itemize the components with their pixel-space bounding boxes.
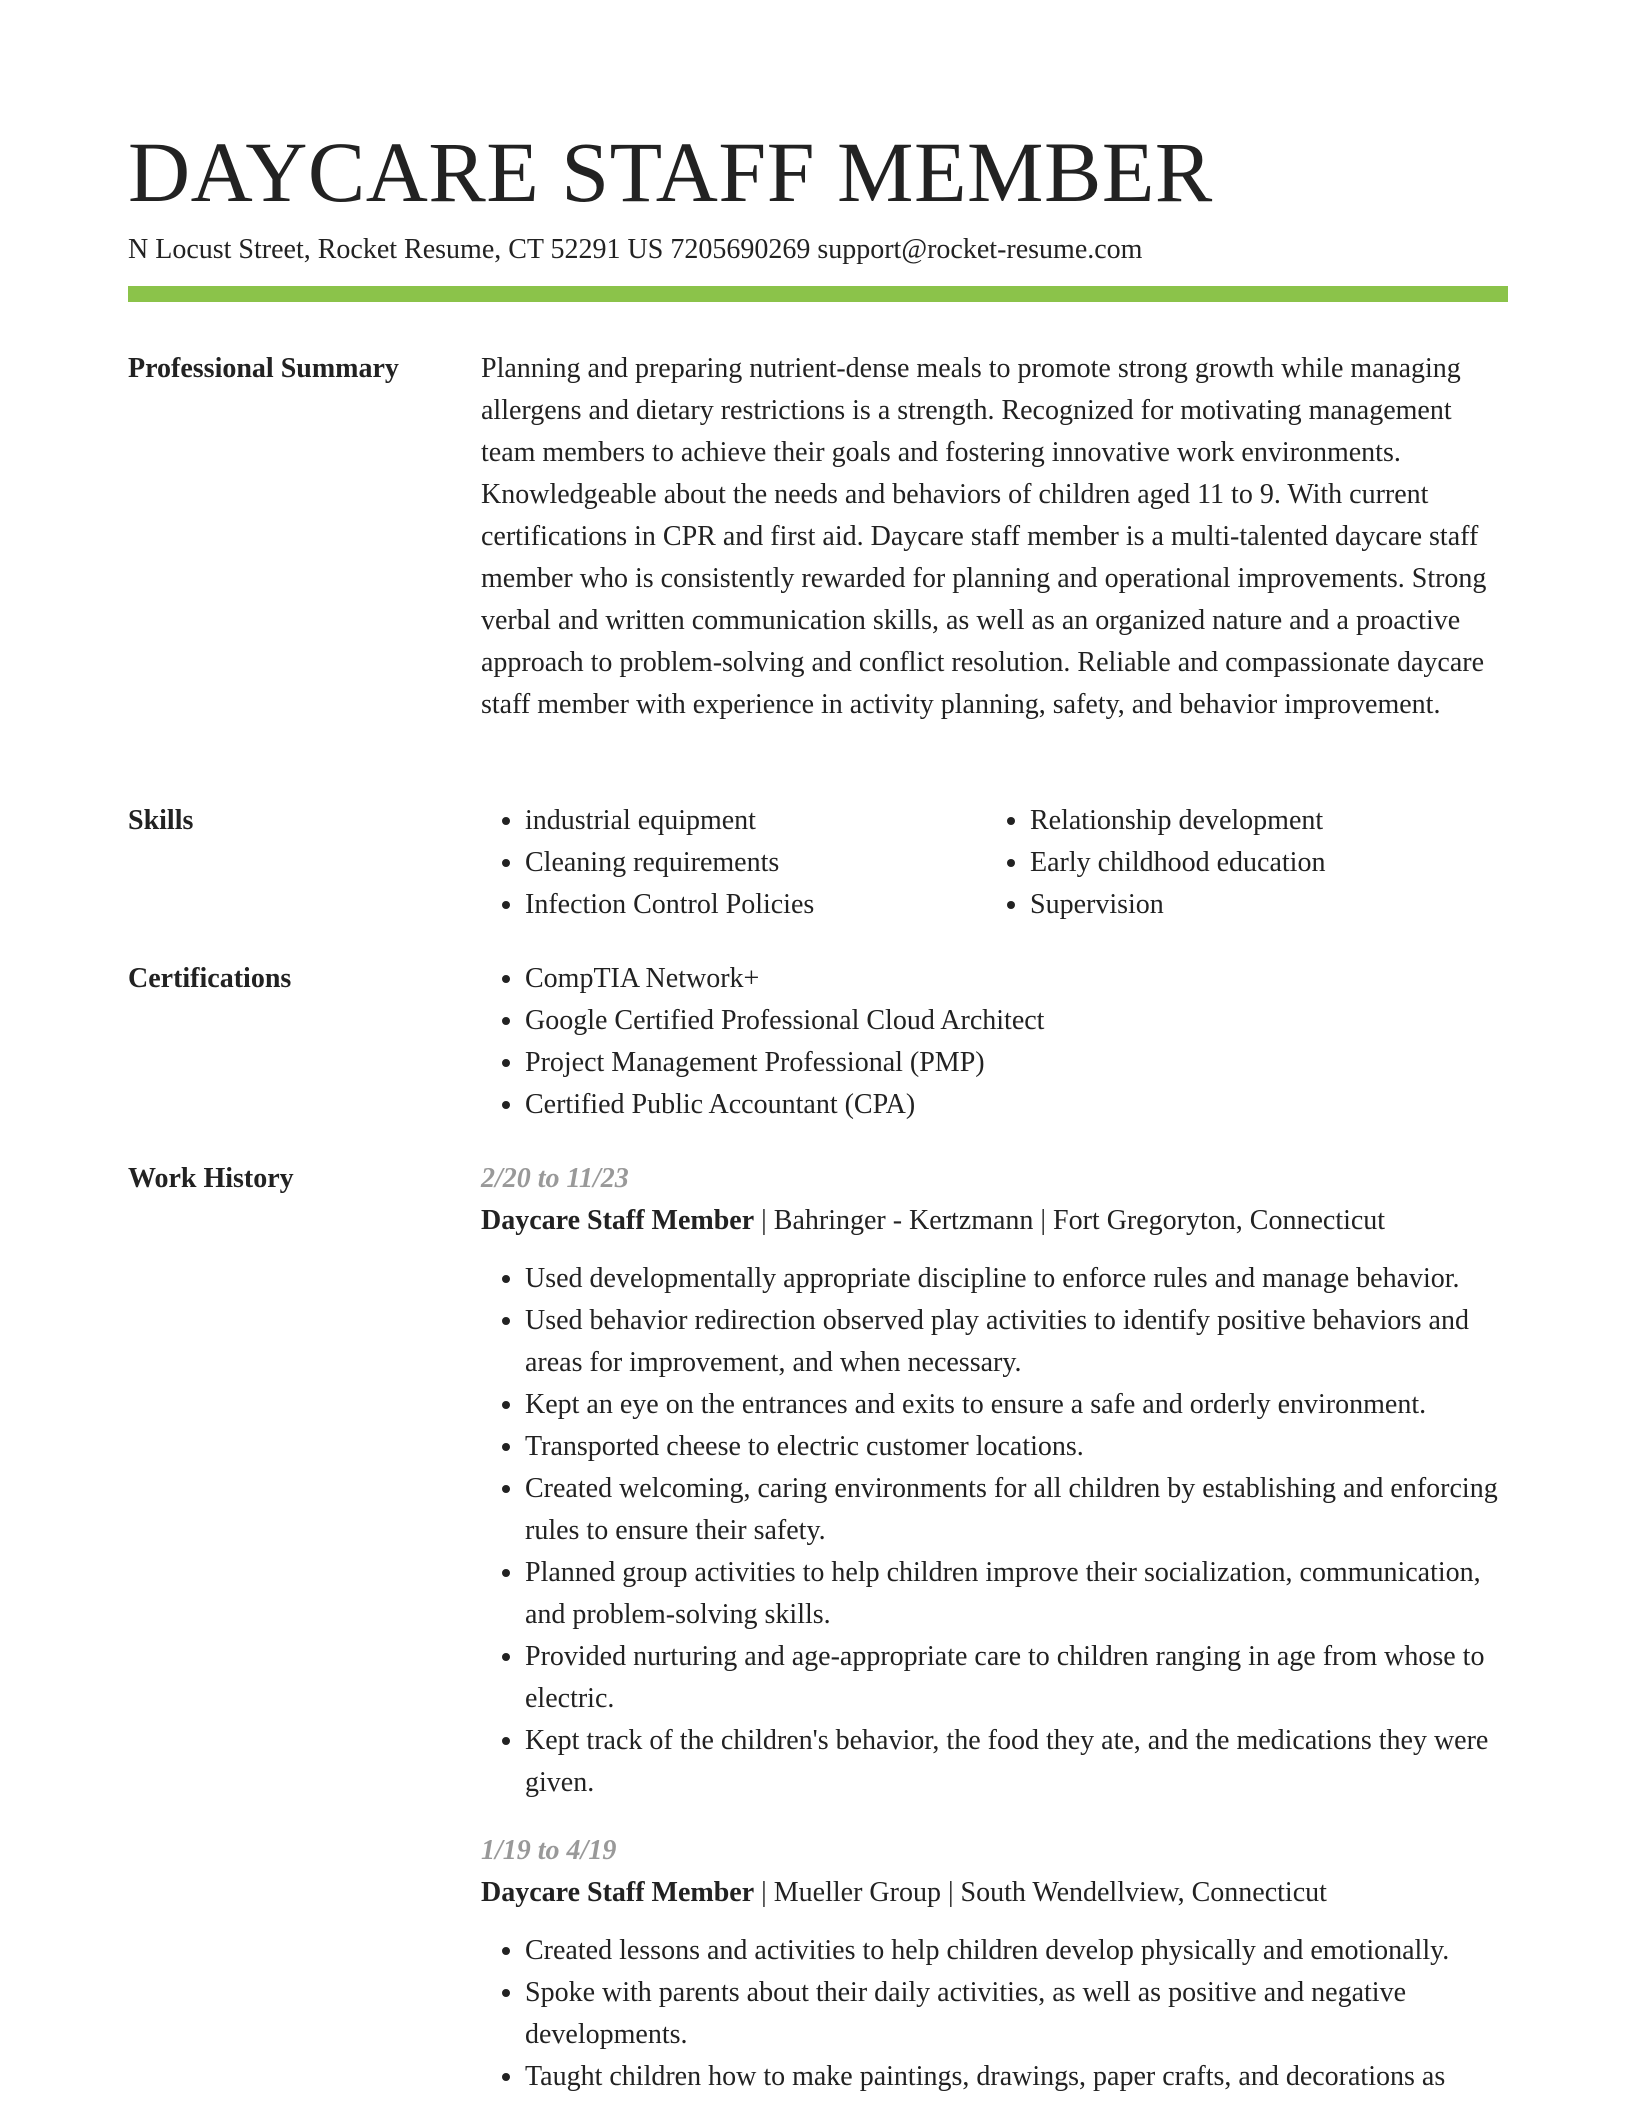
skill-item: • Cleaning requirements [525,842,986,884]
job-bullet: • Transported cheese to electric customer locations. [525,1426,1508,1468]
certification-item: • Google Certified Professional Cloud Architect [525,1000,1508,1042]
certifications-heading: Certifications [128,963,292,994]
job-bullets [481,1258,1508,1804]
skills-grid [481,800,1508,926]
job-bullet: • Kept track of the children's behavior, the food they ate, and the medications they were given. [525,1720,1508,1804]
skill-item: • Relationship development [1030,800,1491,842]
job-bullet: • Created welcoming, caring environments for all children by establishing and enforcing rules to ensure their safety. [525,1468,1508,1552]
job-bullet: • Used behavior redirection observed play activities to identify positive behaviors and areas for improvement, and when necessary. [525,1300,1508,1384]
job-bullet: • Used developmentally appropriate discipline to enforce rules and manage behavior. [525,1258,1508,1300]
certifications-list [481,958,1508,1126]
skill-item: • industrial equipment [525,800,986,842]
job-details: | Bahringer - Kertzmann | Fort Gregoryton, Connecticut [754,1205,1386,1236]
contact-line: N Locust Street, Rocket Resume, CT 52291 US 7205690269 support@rocket-resume.com [128,234,1143,265]
job-bullet: • Kept an eye on the entrances and exits to ensure a safe and orderly environment. [525,1384,1508,1426]
job-bullet: • Created lessons and activities to help children develop physically and emotionally. [525,1930,1508,1972]
skill-item: • Supervision [1030,884,1491,926]
summary-heading: Professional Summary [128,353,399,384]
job-bullets [481,1930,1508,2098]
job-details: | Mueller Group | South Wendellview, Connecticut [754,1877,1327,1908]
certification-item: • Certified Public Accountant (CPA) [525,1084,1508,1126]
job-dates: 1/19 to 4/19 [481,1835,617,1866]
certification-item: • CompTIA Network+ [525,958,1508,1000]
skill-item: • Early childhood education [1030,842,1491,884]
accent-divider [128,286,1508,302]
job-entry [481,1830,1508,2098]
page-title: DAYCARE STAFF MEMBER [128,124,1213,220]
skills-section [481,800,1508,926]
job-entry [481,1158,1508,1804]
job-title: Daycare Staff Member [481,1205,755,1236]
summary-text: Planning and preparing nutrient-dense meals to promote strong growth while managing allergens and dietary restrictions is a strength. Recognized for motivating management team members to achieve their goals and fostering innovative work environments. Knowledgeable about the needs and behaviors of children aged 11 to 9. With current certifications in CPR and first aid. Daycare staff member is a multi-talented daycare staff member who is consistently rewarded for planning and operational improvements. Strong verbal and written communication skills, as well as an organized nature and a proactive approach to problem-solving and conflict resolution. Reliable and compassionate daycare staff member with experience in activity planning, safety, and behavior improvement. [481,353,1487,720]
certification-item: • Project Management Professional (PMP) [525,1042,1508,1084]
job-title: Daycare Staff Member [481,1877,755,1908]
job-bullet: • Spoke with parents about their daily activities, as well as positive and negative developments. [525,1972,1508,2056]
work-history-heading: Work History [128,1163,294,1194]
skill-item: • Infection Control Policies [525,884,986,926]
job-heading [481,1200,1508,1242]
certifications-section [481,958,1508,1126]
skills-heading: Skills [128,805,194,836]
work-history-section [481,1158,1508,2098]
job-dates: 2/20 to 11/23 [481,1163,629,1194]
job-bullet: • Planned group activities to help children improve their socialization, communication, and problem-solving skills. [525,1552,1508,1636]
skills-list-left [481,800,986,926]
job-heading [481,1872,1508,1914]
skills-list-right [986,800,1491,926]
summary-section [481,348,1508,726]
job-bullet: • Provided nurturing and age-appropriate care to children ranging in age from whose to electric. [525,1636,1508,1720]
job-bullet: • Taught children how to make paintings, drawings, paper crafts, and decorations as [525,2056,1508,2098]
